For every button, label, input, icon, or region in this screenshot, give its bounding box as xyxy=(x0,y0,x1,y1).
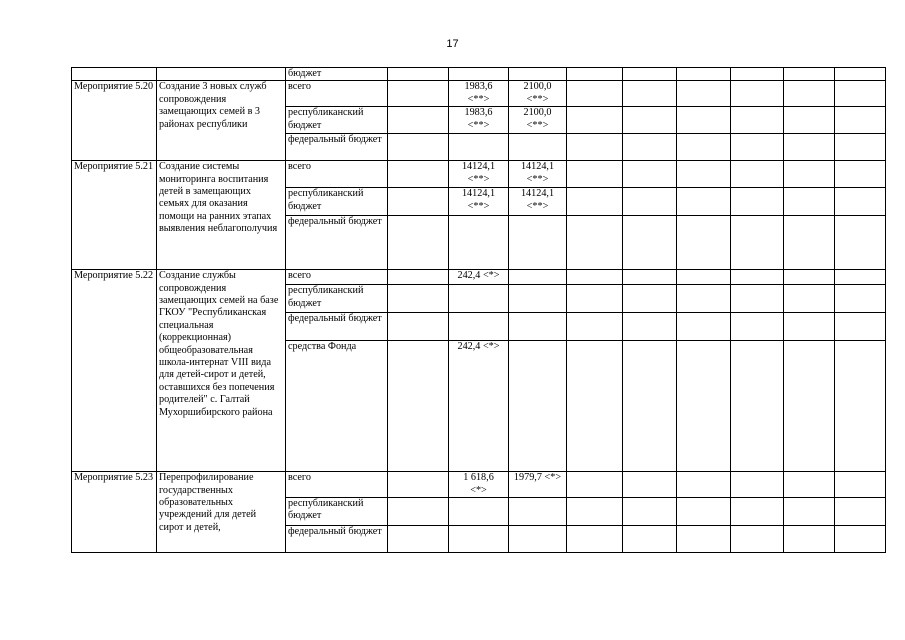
source-cell: республиканский бюджет xyxy=(286,107,388,134)
amount-value: <**> xyxy=(526,119,549,131)
empty-cell xyxy=(835,472,886,498)
empty-cell xyxy=(623,134,677,161)
activity-code: Мероприятие 5.21 xyxy=(72,161,157,270)
empty-cell xyxy=(731,526,784,553)
amount-value: 2100,0 xyxy=(523,81,552,93)
activity-code: Мероприятие 5.23 xyxy=(72,472,157,553)
amount-cell xyxy=(509,526,567,553)
amount-cell xyxy=(449,270,509,285)
source-cell: федеральный бюджет xyxy=(286,216,388,270)
amount-value: 14124,1 xyxy=(520,188,555,200)
empty-cell xyxy=(567,134,623,161)
empty-cell xyxy=(623,188,677,216)
empty-cell xyxy=(835,107,886,134)
empty-cell xyxy=(835,313,886,341)
empty-cell xyxy=(784,81,835,107)
empty-cell xyxy=(388,161,449,188)
amount-value: <**> xyxy=(467,173,490,185)
amount-cell xyxy=(509,107,567,134)
empty-cell xyxy=(567,107,623,134)
empty-cell xyxy=(567,270,623,285)
empty-cell xyxy=(567,161,623,188)
empty-cell xyxy=(784,313,835,341)
empty-cell xyxy=(623,313,677,341)
empty-cell xyxy=(784,68,835,81)
empty-cell xyxy=(677,270,731,285)
empty-cell xyxy=(567,313,623,341)
empty-cell xyxy=(623,270,677,285)
empty-cell xyxy=(388,188,449,216)
empty-cell xyxy=(731,341,784,472)
table-row xyxy=(72,68,886,81)
empty-cell xyxy=(784,498,835,526)
source-cell: федеральный бюджет xyxy=(286,526,388,553)
amount-value: 1983,6 xyxy=(464,81,493,93)
amount-value: 1979,7 <*> xyxy=(513,472,562,484)
empty-cell xyxy=(784,188,835,216)
table-row xyxy=(72,81,886,107)
amount-cell xyxy=(509,81,567,107)
empty-cell xyxy=(731,68,784,81)
empty-cell xyxy=(623,341,677,472)
amount-cell xyxy=(449,134,509,161)
empty-cell xyxy=(784,216,835,270)
empty-cell xyxy=(835,341,886,472)
amount-cell xyxy=(509,161,567,188)
empty-cell xyxy=(388,270,449,285)
empty-cell xyxy=(623,526,677,553)
amount-cell xyxy=(449,216,509,270)
empty-cell xyxy=(731,270,784,285)
empty-cell xyxy=(388,107,449,134)
empty-cell xyxy=(623,216,677,270)
empty-cell xyxy=(784,161,835,188)
empty-cell xyxy=(567,526,623,553)
table-row xyxy=(72,270,886,285)
empty-cell xyxy=(835,134,886,161)
empty-cell xyxy=(623,107,677,134)
amount-cell xyxy=(449,472,509,498)
amount-cell xyxy=(509,270,567,285)
activity-code: Мероприятие 5.22 xyxy=(72,270,157,472)
activity-name: Создание системы мониторинга воспитания детей в замещающих семьях для оказания помощи на ранних этапах выявления неблагополучия xyxy=(157,161,286,270)
table-row xyxy=(72,472,886,498)
empty-cell xyxy=(677,216,731,270)
empty-cell xyxy=(731,498,784,526)
empty-cell xyxy=(677,313,731,341)
source-cell: республиканский бюджет xyxy=(286,498,388,526)
amount-cell xyxy=(509,498,567,526)
amount-value: 1 618,6 xyxy=(463,472,494,484)
empty-cell xyxy=(835,285,886,313)
empty-cell xyxy=(388,526,449,553)
amount-cell xyxy=(449,498,509,526)
amount-value: <*> xyxy=(470,484,487,496)
source-cell: республиканский бюджет xyxy=(286,285,388,313)
empty-cell xyxy=(731,134,784,161)
empty-cell xyxy=(567,472,623,498)
amount-cell xyxy=(509,472,567,498)
empty-cell xyxy=(388,68,449,81)
empty-cell xyxy=(677,134,731,161)
amount-cell xyxy=(449,313,509,341)
empty-cell xyxy=(784,526,835,553)
empty-cell xyxy=(623,285,677,313)
amount-cell xyxy=(449,526,509,553)
empty-cell xyxy=(567,216,623,270)
empty-cell xyxy=(509,68,567,81)
empty-cell xyxy=(835,81,886,107)
empty-cell xyxy=(784,107,835,134)
source-cell: федеральный бюджет xyxy=(286,134,388,161)
empty-cell xyxy=(835,498,886,526)
amount-value: 1983,6 xyxy=(464,107,493,119)
empty-cell xyxy=(388,313,449,341)
amount-cell xyxy=(449,188,509,216)
amount-value: <**> xyxy=(467,93,490,105)
source-cell: всего xyxy=(286,81,388,107)
empty-cell xyxy=(677,472,731,498)
empty-cell xyxy=(731,107,784,134)
empty-cell xyxy=(835,270,886,285)
amount-value: 14124,1 xyxy=(461,161,496,173)
empty-cell xyxy=(623,81,677,107)
empty-cell xyxy=(677,107,731,134)
page-number: 17 xyxy=(446,38,459,50)
amount-cell xyxy=(509,313,567,341)
empty-cell xyxy=(388,498,449,526)
empty-cell xyxy=(677,341,731,472)
empty-cell xyxy=(157,68,286,81)
source-cell: федеральный бюджет xyxy=(286,313,388,341)
amount-value: <**> xyxy=(467,119,490,131)
empty-cell xyxy=(731,188,784,216)
empty-cell xyxy=(731,472,784,498)
empty-cell xyxy=(784,341,835,472)
amount-cell xyxy=(449,161,509,188)
empty-cell xyxy=(784,134,835,161)
empty-cell xyxy=(567,341,623,472)
activity-name: Создание 3 новых служб сопровождения замещающих семей в 3 районах республики xyxy=(157,81,286,161)
empty-cell xyxy=(731,81,784,107)
empty-cell xyxy=(784,285,835,313)
activity-name: Перепрофилирование государственных образовательных учреждений для детей сирот и детей, xyxy=(157,472,286,553)
amount-cell xyxy=(509,188,567,216)
empty-cell xyxy=(731,161,784,188)
empty-cell xyxy=(388,341,449,472)
amount-value: 14124,1 xyxy=(461,188,496,200)
source-cell: бюджет xyxy=(286,68,388,81)
amount-cell xyxy=(449,285,509,313)
empty-cell xyxy=(677,188,731,216)
empty-cell xyxy=(731,285,784,313)
empty-cell xyxy=(731,313,784,341)
empty-cell xyxy=(567,68,623,81)
empty-cell xyxy=(784,472,835,498)
empty-cell xyxy=(835,526,886,553)
amount-cell xyxy=(449,81,509,107)
empty-cell xyxy=(835,216,886,270)
table-row xyxy=(72,161,886,188)
empty-cell xyxy=(388,216,449,270)
amount-value: <**> xyxy=(526,200,549,212)
amount-cell xyxy=(449,341,509,472)
amount-value: 242,4 <*> xyxy=(457,270,500,282)
empty-cell xyxy=(835,161,886,188)
empty-cell xyxy=(567,285,623,313)
source-cell: всего xyxy=(286,270,388,285)
empty-cell xyxy=(835,68,886,81)
empty-cell xyxy=(623,472,677,498)
amount-cell xyxy=(509,341,567,472)
empty-cell xyxy=(623,161,677,188)
empty-cell xyxy=(388,472,449,498)
amount-cell xyxy=(509,285,567,313)
activity-code: Мероприятие 5.20 xyxy=(72,81,157,161)
source-cell: республиканский бюджет xyxy=(286,188,388,216)
empty-cell xyxy=(784,270,835,285)
activity-name: Создание службы сопровождения замещающих семей на базе ГКОУ "Республиканская специальная (коррекционная) общеобразовательная школа-интернат VIII вида для детей-сирот и детей, оставшихся без попечения родителей" с. Галтай Мухоршибирского района xyxy=(157,270,286,472)
source-cell: всего xyxy=(286,472,388,498)
amount-value: 2100,0 xyxy=(523,107,552,119)
empty-cell xyxy=(731,216,784,270)
amount-value: <**> xyxy=(467,200,490,212)
source-cell: всего xyxy=(286,161,388,188)
empty-cell xyxy=(835,188,886,216)
empty-cell xyxy=(567,498,623,526)
budget-table xyxy=(71,67,886,553)
amount-value: <**> xyxy=(526,173,549,185)
amount-cell xyxy=(509,134,567,161)
empty-cell xyxy=(623,498,677,526)
empty-cell xyxy=(677,526,731,553)
amount-value: 14124,1 xyxy=(520,161,555,173)
empty-cell xyxy=(388,134,449,161)
empty-cell xyxy=(567,188,623,216)
empty-cell xyxy=(677,81,731,107)
source-cell: средства Фонда xyxy=(286,341,388,472)
amount-cell xyxy=(509,216,567,270)
empty-cell xyxy=(677,285,731,313)
empty-cell xyxy=(677,68,731,81)
empty-cell xyxy=(623,68,677,81)
empty-cell xyxy=(677,161,731,188)
empty-cell xyxy=(567,81,623,107)
empty-cell xyxy=(677,498,731,526)
empty-cell xyxy=(388,285,449,313)
amount-value: <**> xyxy=(526,93,549,105)
empty-cell xyxy=(72,68,157,81)
empty-cell xyxy=(388,81,449,107)
empty-cell xyxy=(449,68,509,81)
amount-cell xyxy=(449,107,509,134)
amount-value: 242,4 <*> xyxy=(457,341,500,353)
